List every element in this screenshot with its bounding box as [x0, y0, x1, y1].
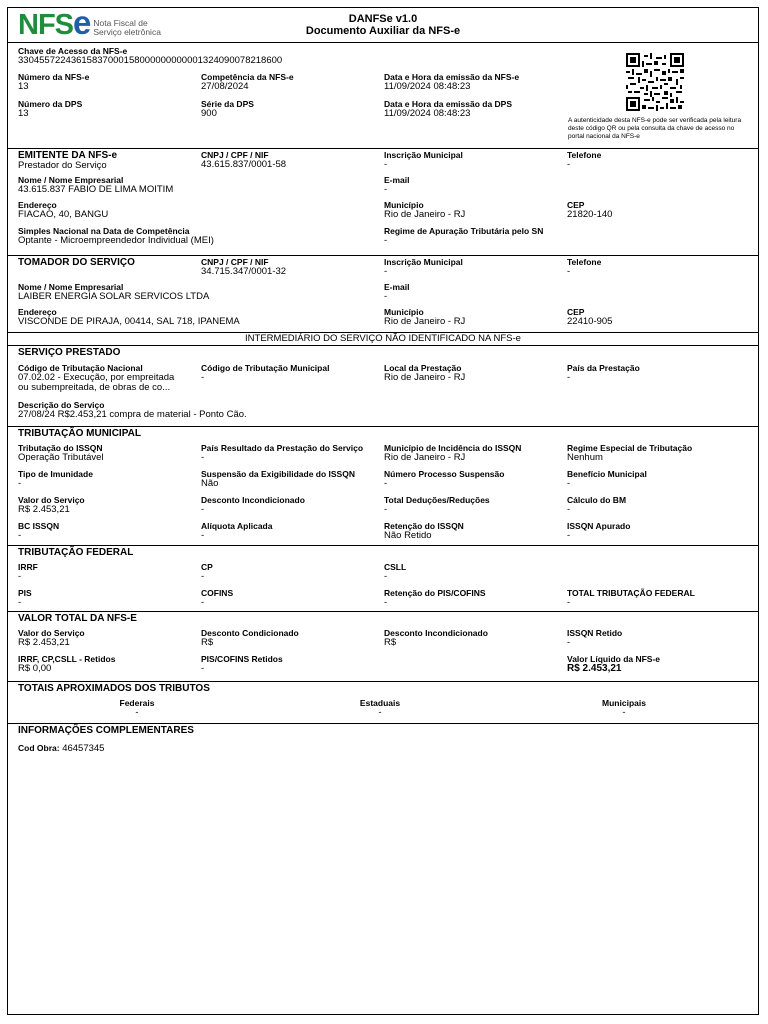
trib-fed-field: TOTAL TRIBUTAÇÃO FEDERAL - — [567, 588, 695, 608]
tomador-municipio: Município Rio de Janeiro - RJ — [384, 307, 466, 327]
tomador-telefone: Telefone - — [567, 257, 602, 277]
servico-cod-municipal: Código de Tributação Municipal - — [201, 363, 330, 383]
emitente-simples: Simples Nacional na Data de Competência Optante - Microempreendedor Individual (MEI) — [18, 226, 214, 246]
servico-local: Local da Prestação Rio de Janeiro - RJ — [384, 363, 466, 383]
totais-title: TOTAIS APROXIMADOS DOS TRIBUTOS — [18, 683, 210, 694]
servico-section — [8, 345, 758, 426]
tomador-endereco: Endereço VISCONDE DE PIRAJA, 00414, SAL 718, IPANEMA — [18, 307, 240, 327]
trib-mun-field: Tipo de Imunidade - — [18, 469, 93, 489]
trib-mun-field: Suspensão da Exigibilidade do ISSQN Não — [201, 469, 355, 489]
data-emissao-dps: Data e Hora da emissão da DPS 11/09/2024 08:48:23 — [384, 99, 513, 119]
serie-dps: Série da DPS 900 — [201, 99, 254, 119]
valor-total-section — [8, 611, 758, 681]
trib-mun-field: Regime Especial de Tributação Nenhum — [567, 443, 693, 463]
trib-fed-field: COFINS - — [201, 588, 234, 608]
emitente-cep: CEP 21820-140 — [567, 200, 613, 220]
title-version: DANFSe v1.0 — [348, 13, 418, 25]
trib-mun-field: BC ISSQN - — [18, 521, 60, 541]
trib-fed-field: IRRF - — [18, 562, 38, 582]
valor-total-field: IRRF, CP,CSLL - Retidos R$ 0,00 — [18, 654, 116, 674]
trib-mun-field: ISSQN Apurado - — [567, 521, 631, 541]
trib-mun-field: Tributação do ISSQN Operação Tributável — [18, 443, 104, 463]
emitente-municipio: Município Rio de Janeiro - RJ — [384, 200, 466, 220]
logo-mark: NFSe — [18, 4, 91, 41]
intermediario-section — [8, 332, 758, 345]
tomador-nome: Nome / Nome Empresarial LAIBER ENERGIA SOLAR SERVICOS LTDA — [18, 282, 210, 302]
trib-fed-field: CSLL - — [384, 562, 407, 582]
tomador-email: E-mail - — [384, 282, 410, 302]
trib-mun-title: TRIBUTAÇÃO MUNICIPAL — [18, 428, 141, 439]
trib-mun-field: Desconto Incondicionado - — [201, 495, 305, 515]
emitente-telefone: Telefone - — [567, 150, 602, 170]
trib-mun-field: Benefício Municipal - — [567, 469, 647, 489]
qr-authenticity-note: A autenticidade desta NFS-e pode ser verificada pela leitura deste código QR ou pela consulta da chave de acesso no portal nacional da NFS-e — [568, 117, 742, 140]
informacoes-title: INFORMAÇÕES COMPLEMENTARES — [18, 725, 194, 736]
trib-mun-field: Alíquota Aplicada - — [201, 521, 273, 541]
trib-mun-field: Número Processo Suspensão - — [384, 469, 505, 489]
emitente-nome: Nome / Nome Empresarial 43.615.837 FABIO DE LIMA MOITIM — [18, 175, 174, 195]
danfse-page — [7, 4, 759, 1015]
data-emissao-nfse: Data e Hora da emissão da NFS-e 11/09/2024 08:48:23 — [384, 72, 520, 92]
tributacao-federal-section — [8, 545, 758, 611]
tomador-section — [8, 255, 758, 332]
servico-cod-nacional: Código de Tributação Nacional 07.02.02 - Execução, por empreitada ou subempreitada, de obras de co... — [18, 363, 175, 393]
servico-pais: País da Prestação - — [567, 363, 640, 383]
trib-mun-field: Total Deduções/Reduções - — [384, 495, 490, 515]
servico-title: SERVIÇO PRESTADO — [18, 347, 121, 358]
tomador-title: TOMADOR DO SERVIÇO — [18, 257, 135, 268]
totais-section — [8, 681, 758, 723]
totais-federais: Federais - — [119, 698, 155, 718]
emitente-email: E-mail - — [384, 175, 410, 195]
tomador-cnpj: CNPJ / CPF / NIF 34.715.347/0001-32 — [201, 257, 287, 277]
emitente-title: EMITENTE DA NFS-e Prestador do Serviço — [18, 150, 118, 171]
valor-total-field: Desconto Condicionado R$ — [201, 628, 299, 648]
emitente-section — [8, 148, 758, 255]
trib-fed-field: Retenção do PIS/COFINS - — [384, 588, 486, 608]
emitente-cnpj: CNPJ / CPF / NIF 43.615.837/0001-58 — [201, 150, 287, 170]
servico-descricao: Descrição do Serviço 27/08/24 R$2.453,21 compra de material - Ponto Cão. — [18, 400, 247, 420]
valor-liquido: Valor Líquido da NFS-e R$ 2.453,21 — [567, 654, 661, 674]
intermediario-note: INTERMEDIÁRIO DO SERVIÇO NÃO IDENTIFICADO NA NFS-e — [245, 333, 521, 344]
emitente-inscricao: Inscrição Municipal - — [384, 150, 463, 170]
chave-acesso: Chave de Acesso da NFS-e 33045572243615837000158000000000001324090078218600 — [18, 46, 283, 66]
emitente-endereco: Endereço FIACAO, 40, BANGU — [18, 200, 109, 220]
trib-fed-field: PIS - — [18, 588, 32, 608]
logo-subtitle: Nota Fiscal de Serviço eletrônica — [93, 18, 161, 37]
trib-mun-field: Cálculo do BM - — [567, 495, 627, 515]
trib-mun-field: Valor do Serviço R$ 2.453,21 — [18, 495, 85, 515]
numero-nfse: Número da NFS-e 13 — [18, 72, 90, 92]
valor-total-field: ISSQN Retido - — [567, 628, 623, 648]
trib-fed-title: TRIBUTAÇÃO FEDERAL — [18, 547, 134, 558]
tributacao-municipal-section — [8, 426, 758, 545]
document-header — [8, 4, 758, 43]
identification-section — [8, 43, 758, 148]
trib-mun-field: Retenção do ISSQN Não Retido — [384, 521, 464, 541]
qr-code[interactable] — [626, 53, 684, 111]
valor-total-field: Desconto Incondicionado R$ — [384, 628, 488, 648]
emitente-regime: Regime de Apuração Tributária pelo SN - — [384, 226, 544, 246]
document-title — [8, 13, 758, 37]
informacoes-section — [8, 723, 758, 764]
title-subtitle: Documento Auxiliar da NFS-e — [305, 25, 461, 37]
totais-municipais: Municipais - — [602, 698, 646, 718]
valor-total-field: Valor do Serviço R$ 2.453,21 — [18, 628, 85, 648]
valor-total-title: VALOR TOTAL DA NFS-E — [18, 613, 137, 624]
trib-mun-field: Município de Incidência do ISSQN Rio de Janeiro - RJ — [384, 443, 522, 463]
competencia-nfse: Competência da NFS-e 27/08/2024 — [201, 72, 294, 92]
trib-mun-field: País Resultado da Prestação do Serviço - — [201, 443, 364, 463]
tomador-cep: CEP 22410-905 — [567, 307, 613, 327]
totais-estaduais: Estaduais - — [359, 698, 401, 718]
trib-fed-field: CP - — [201, 562, 213, 582]
cod-obra: Cod Obra: 46457345 — [18, 743, 105, 754]
tomador-inscricao: Inscrição Municipal - — [384, 257, 463, 277]
numero-dps: Número da DPS 13 — [18, 99, 83, 119]
valor-total-field: PIS/COFINS Retidos - — [201, 654, 283, 674]
